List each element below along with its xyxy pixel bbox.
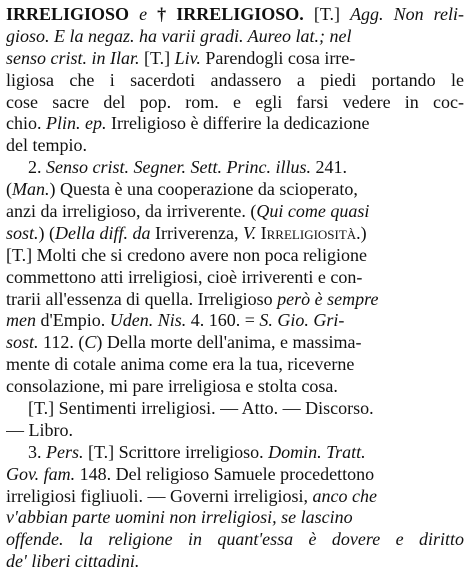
text-run: Liv. <box>174 47 201 68</box>
sense-2-heading-line <box>6 157 464 179</box>
text-run: Man. <box>12 179 50 200</box>
entry-line <box>6 26 464 48</box>
text-run: Plin. ep. <box>46 113 107 134</box>
text-run: ( <box>6 179 12 200</box>
text-run: cose sacre del pop. rom. e egli farsi vedere in coc- <box>6 91 464 112</box>
text-run: anzi da irreligioso, da irriverente. ( <box>6 201 257 222</box>
text-run: V. <box>242 222 257 243</box>
entry-line <box>6 48 464 70</box>
entry-line <box>6 354 464 376</box>
entry-line <box>6 267 464 289</box>
text-run: trarii all'essenza di quella. Irreligioso <box>6 288 278 309</box>
entry-line <box>6 201 464 223</box>
text-run: chio. <box>6 113 46 134</box>
entry-line <box>6 486 464 508</box>
entry-line <box>6 135 464 157</box>
text-run: Domin. Tratt. <box>268 441 366 462</box>
text-run: ligiosa che i sacerdoti andassero a piedi portando le <box>6 69 464 90</box>
entry-line <box>6 507 464 529</box>
text-run: anco che <box>312 485 377 506</box>
entry-line <box>6 179 464 201</box>
entry-line <box>6 529 464 551</box>
text-run: sost. <box>6 222 39 243</box>
text-run: Parendogli cosa irre- <box>200 47 356 68</box>
text-run: men <box>6 310 36 331</box>
text-run: e <box>129 4 158 24</box>
text-run: C <box>84 332 97 353</box>
entry-line <box>6 70 464 92</box>
entry-line <box>6 332 464 354</box>
text-run: S. Gio. Gri- <box>259 310 345 331</box>
text-run: [T.] Molti che si credono avere non poca religione <box>6 244 368 265</box>
entry-line <box>6 245 464 267</box>
text-run: [T.] Sentimenti irreligiosi. — Atto. — Discorso. <box>28 398 374 419</box>
text-run: però è sempre <box>277 288 379 309</box>
text-run: Pers. <box>46 441 84 462</box>
entry-line <box>6 4 464 26</box>
text-run: 241. <box>310 157 347 178</box>
text-run: Irreligioso è differire la dedicazione <box>106 113 370 134</box>
text-run: gioso. E la negaz. ha varii gradi. Aureo lat.; nel <box>6 25 352 46</box>
text-run: de' liberi cittadini. <box>6 551 140 572</box>
text-run: del tempio. <box>6 135 87 156</box>
text-run: irreligiosi figliuoli. — Governi irreligiosi, <box>6 485 313 506</box>
entry-line <box>6 92 464 114</box>
text-run: ) ( <box>38 222 56 243</box>
text-run: Gov. fam. <box>6 463 76 484</box>
text-run: † IRRELIGIOSO. <box>157 4 304 24</box>
text-run: Agg. Non reli- <box>350 4 464 24</box>
entry-line <box>6 113 464 135</box>
entry-line <box>6 223 464 245</box>
text-run: 3. <box>28 441 46 462</box>
text-run: 112. ( <box>38 332 85 353</box>
text-run: mente di cotale anima come era la tua, riceverne <box>6 354 355 375</box>
text-run: ) Della morte dell'anima, e massima- <box>96 332 362 353</box>
text-run: Irriverenza, <box>150 222 243 243</box>
text-run: Senso crist. Segner. Sett. Princ. illus. <box>46 157 311 178</box>
text-run: commettono atti irreligiosi, cioè irriverenti e con- <box>6 266 363 287</box>
text-run: senso crist. in Ilar. <box>6 47 140 68</box>
derived-phrases-line <box>6 398 464 420</box>
entry-line <box>6 464 464 486</box>
text-run: ) Questa è una cooperazione da scioperato, <box>49 179 358 200</box>
text-run: v'abbian parte uomini non irreligiosi, se lascino <box>6 507 353 528</box>
sense-3-heading-line <box>6 442 464 464</box>
text-run: 4. 160. = <box>186 310 260 331</box>
entry-line <box>6 376 464 398</box>
text-run: [T.] <box>139 47 175 68</box>
text-run: Irreligiosità.) <box>256 222 367 243</box>
text-run: IRRELIGIOSO <box>6 4 130 24</box>
text-run: sost. <box>6 332 39 353</box>
text-run: [T.] Scrittore irreligioso. <box>83 441 269 462</box>
text-run: consolazione, mi pare irreligiosa e stolta cosa. <box>6 376 338 397</box>
text-run: — Libro. <box>6 419 73 440</box>
entry-line <box>6 551 464 573</box>
entry-line <box>6 310 464 332</box>
text-run: [T.] <box>303 4 351 24</box>
text-run: Qui come quasi <box>256 201 370 222</box>
entry-line <box>6 420 464 442</box>
text-run: d'Empio. <box>36 310 110 331</box>
dictionary-entry <box>6 4 464 573</box>
text-run: offende. la religione in quant'essa è dovere e diritto <box>6 529 464 550</box>
text-run: 2. <box>28 157 46 178</box>
entry-line <box>6 289 464 311</box>
text-run: Della diff. da <box>55 222 151 243</box>
text-run: 148. Del religioso Samuele procedettono <box>75 463 375 484</box>
text-run: Uden. Nis. <box>109 310 187 331</box>
